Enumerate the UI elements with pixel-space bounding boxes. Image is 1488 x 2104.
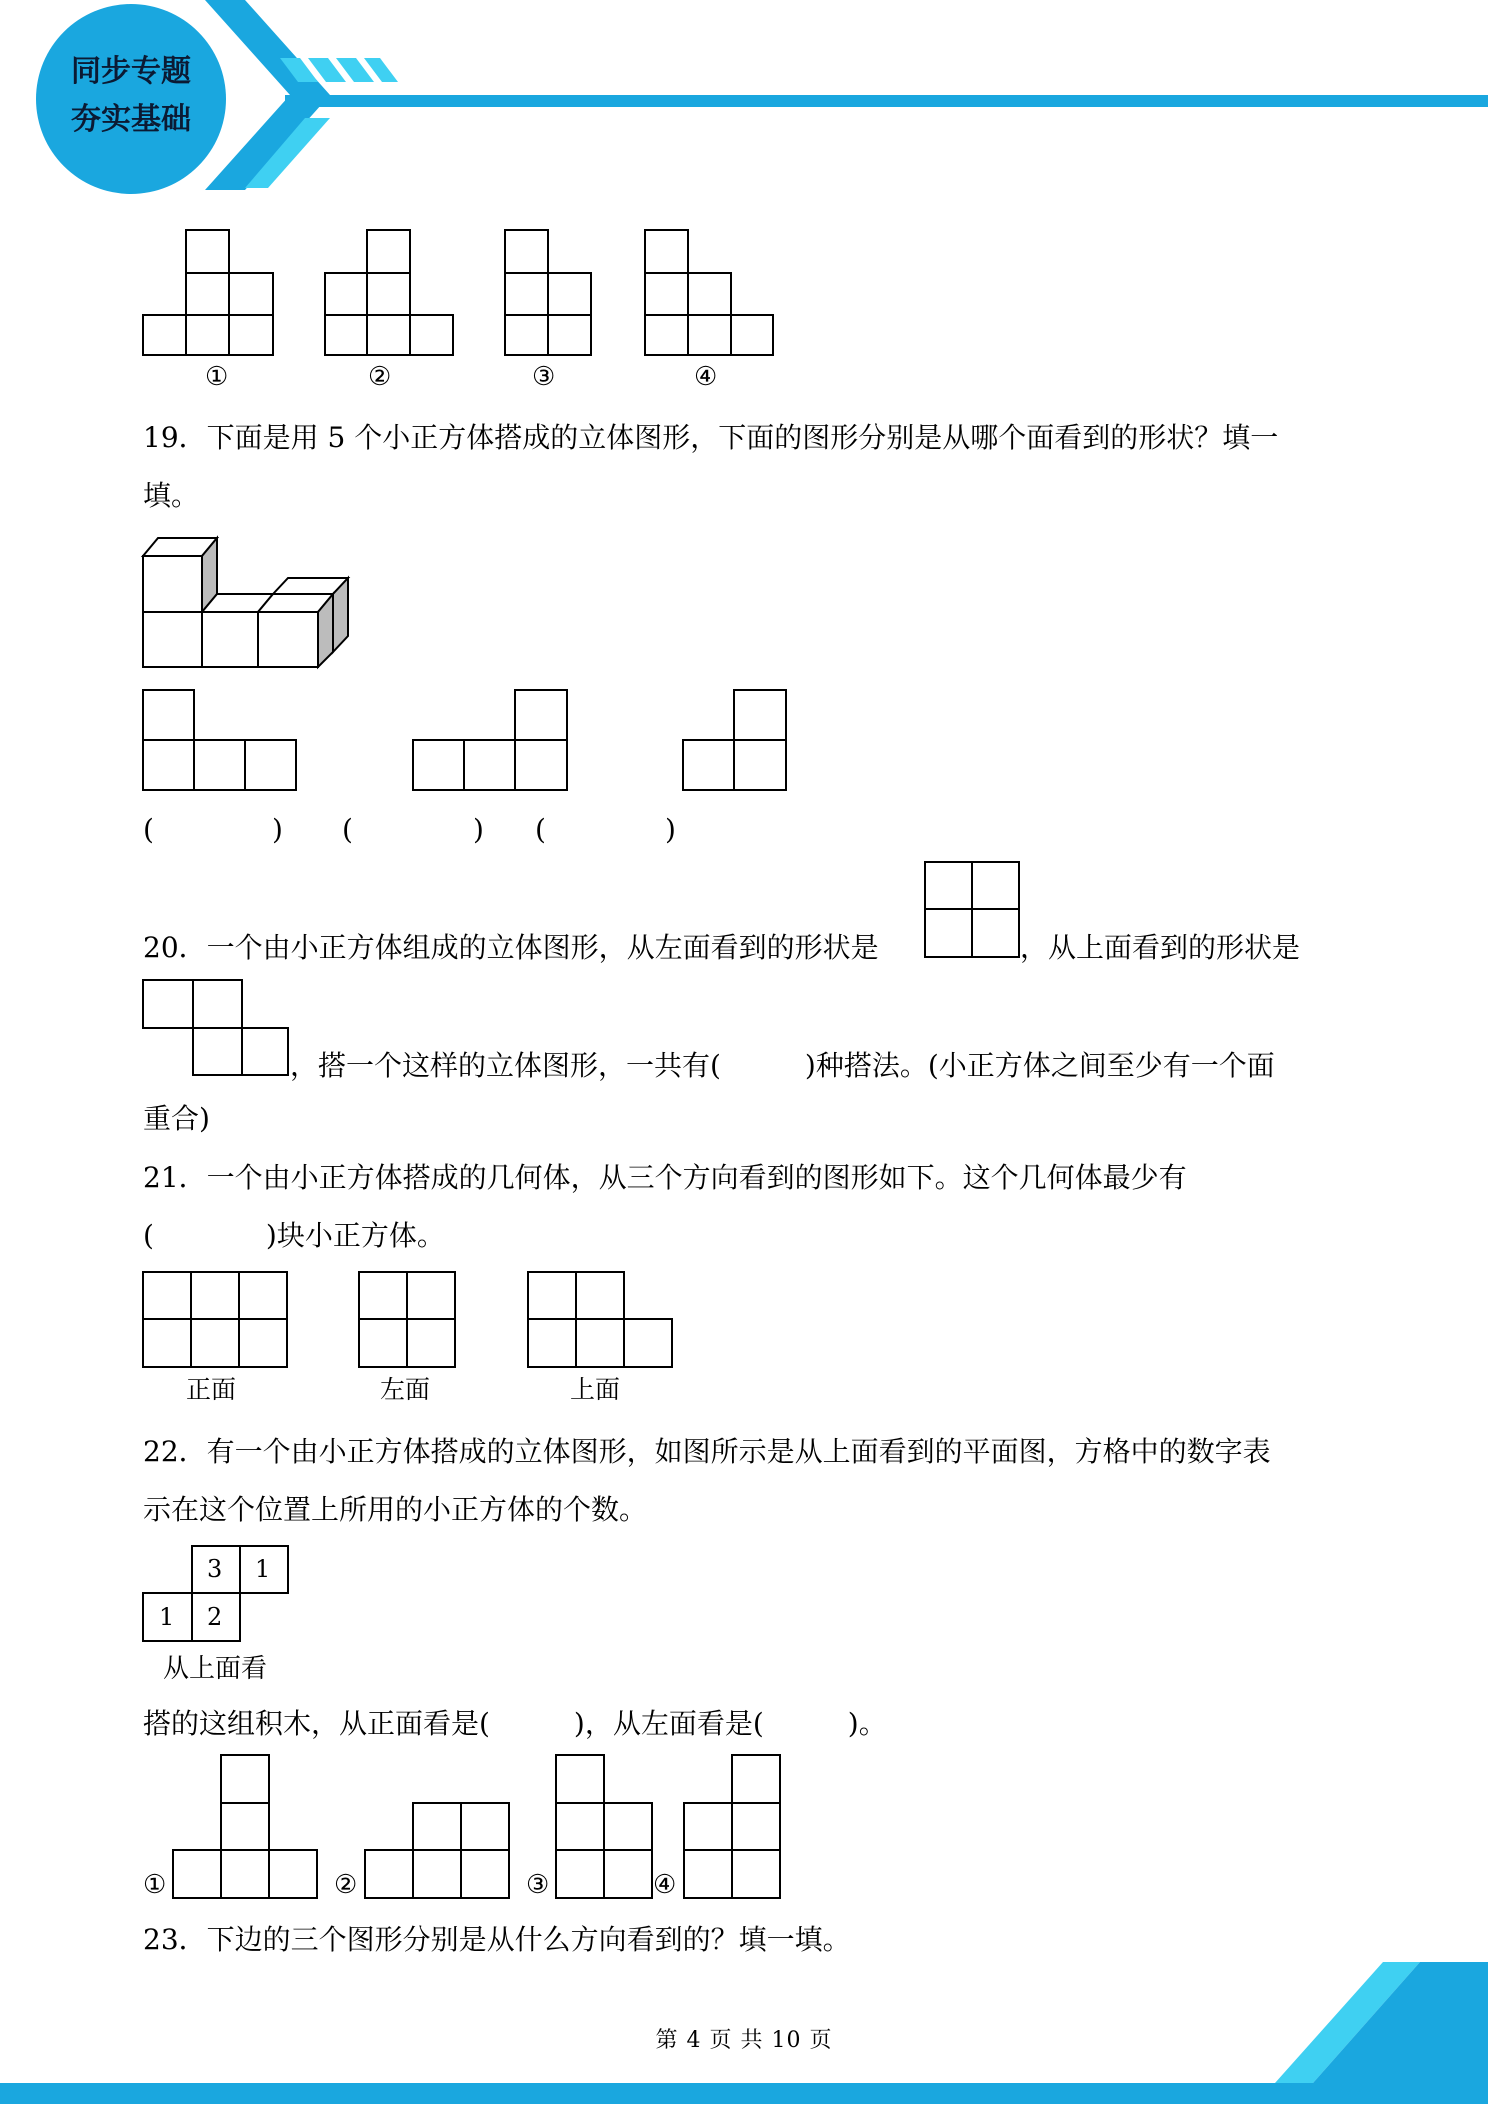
q20-text-c: ，搭一个这样的立体图形，一共有( )种搭法。(小正方体之间至少有一个面	[290, 1049, 1275, 1082]
q21-label-left: 左面	[380, 1375, 431, 1404]
q22-text-line1: 22．有一个由小正方体搭成的立体图形，如图所示是从上面看到的平面图，方格中的数字表	[143, 1435, 1271, 1468]
q19-blank-2-open: (	[342, 813, 353, 846]
q22-option-label-3: ③	[526, 1870, 550, 1900]
q21-text-line1: 21．一个由小正方体搭成的几何体，从三个方向看到的图形如下。这个几何体最少有	[143, 1161, 1187, 1194]
q18-label-1: ①	[205, 362, 229, 392]
q22-grid-num-4: 2	[207, 1603, 223, 1631]
q19-blank-2-close: )	[473, 813, 484, 846]
q18-label-4: ④	[694, 362, 718, 392]
q19-text-line2: 填。	[143, 479, 200, 512]
q21-label-front: 正面	[186, 1375, 237, 1404]
q22-grid-num-3: 1	[159, 1603, 175, 1631]
footer-bar	[0, 2083, 1488, 2104]
q20-text-b: ，从上面看到的形状是	[1020, 931, 1301, 964]
q22-question: 搭的这组积木，从正面看是( )，从左面看是( )。	[143, 1707, 887, 1740]
q22-text-line2: 示在这个位置上所用的小正方体的个数。	[143, 1493, 648, 1526]
q18-label-3: ③	[532, 362, 556, 392]
q19-text-line1: 19．下面是用 5 个小正方体搭成的立体图形，下面的图形分别是从哪个面看到的形状？填一	[143, 421, 1279, 454]
q22-grid-caption: 从上面看	[163, 1654, 268, 1684]
q20-text-a: 20．一个由小正方体组成的立体图形，从左面看到的形状是	[143, 931, 879, 964]
q18-label-2: ②	[368, 362, 392, 392]
q23-text: 23．下边的三个图形分别是从什么方向看到的？填一填。	[143, 1923, 851, 1956]
q22-grid-num-1: 3	[207, 1555, 223, 1583]
q19-blank-1-open: (	[143, 813, 154, 846]
q22-grid-num-2: 1	[255, 1555, 271, 1583]
q19-blank-3-open: (	[535, 813, 546, 846]
q21-text-line2: ( )块小正方体。	[143, 1219, 445, 1252]
badge-line-1: 同步专题	[71, 54, 191, 89]
q19-blank-1-close: )	[272, 813, 283, 846]
badge-line-2: 夯实基础	[71, 102, 191, 137]
q22-option-label-2: ②	[334, 1870, 358, 1900]
q20-text-d: 重合)	[143, 1102, 210, 1135]
q22-option-label-1: ①	[143, 1870, 167, 1900]
q19-blank-3-close: )	[665, 813, 676, 846]
page-number: 第 4 页 共 10 页	[655, 2028, 833, 2053]
q22-option-label-4: ④	[653, 1870, 677, 1900]
q21-label-top: 上面	[570, 1375, 621, 1404]
